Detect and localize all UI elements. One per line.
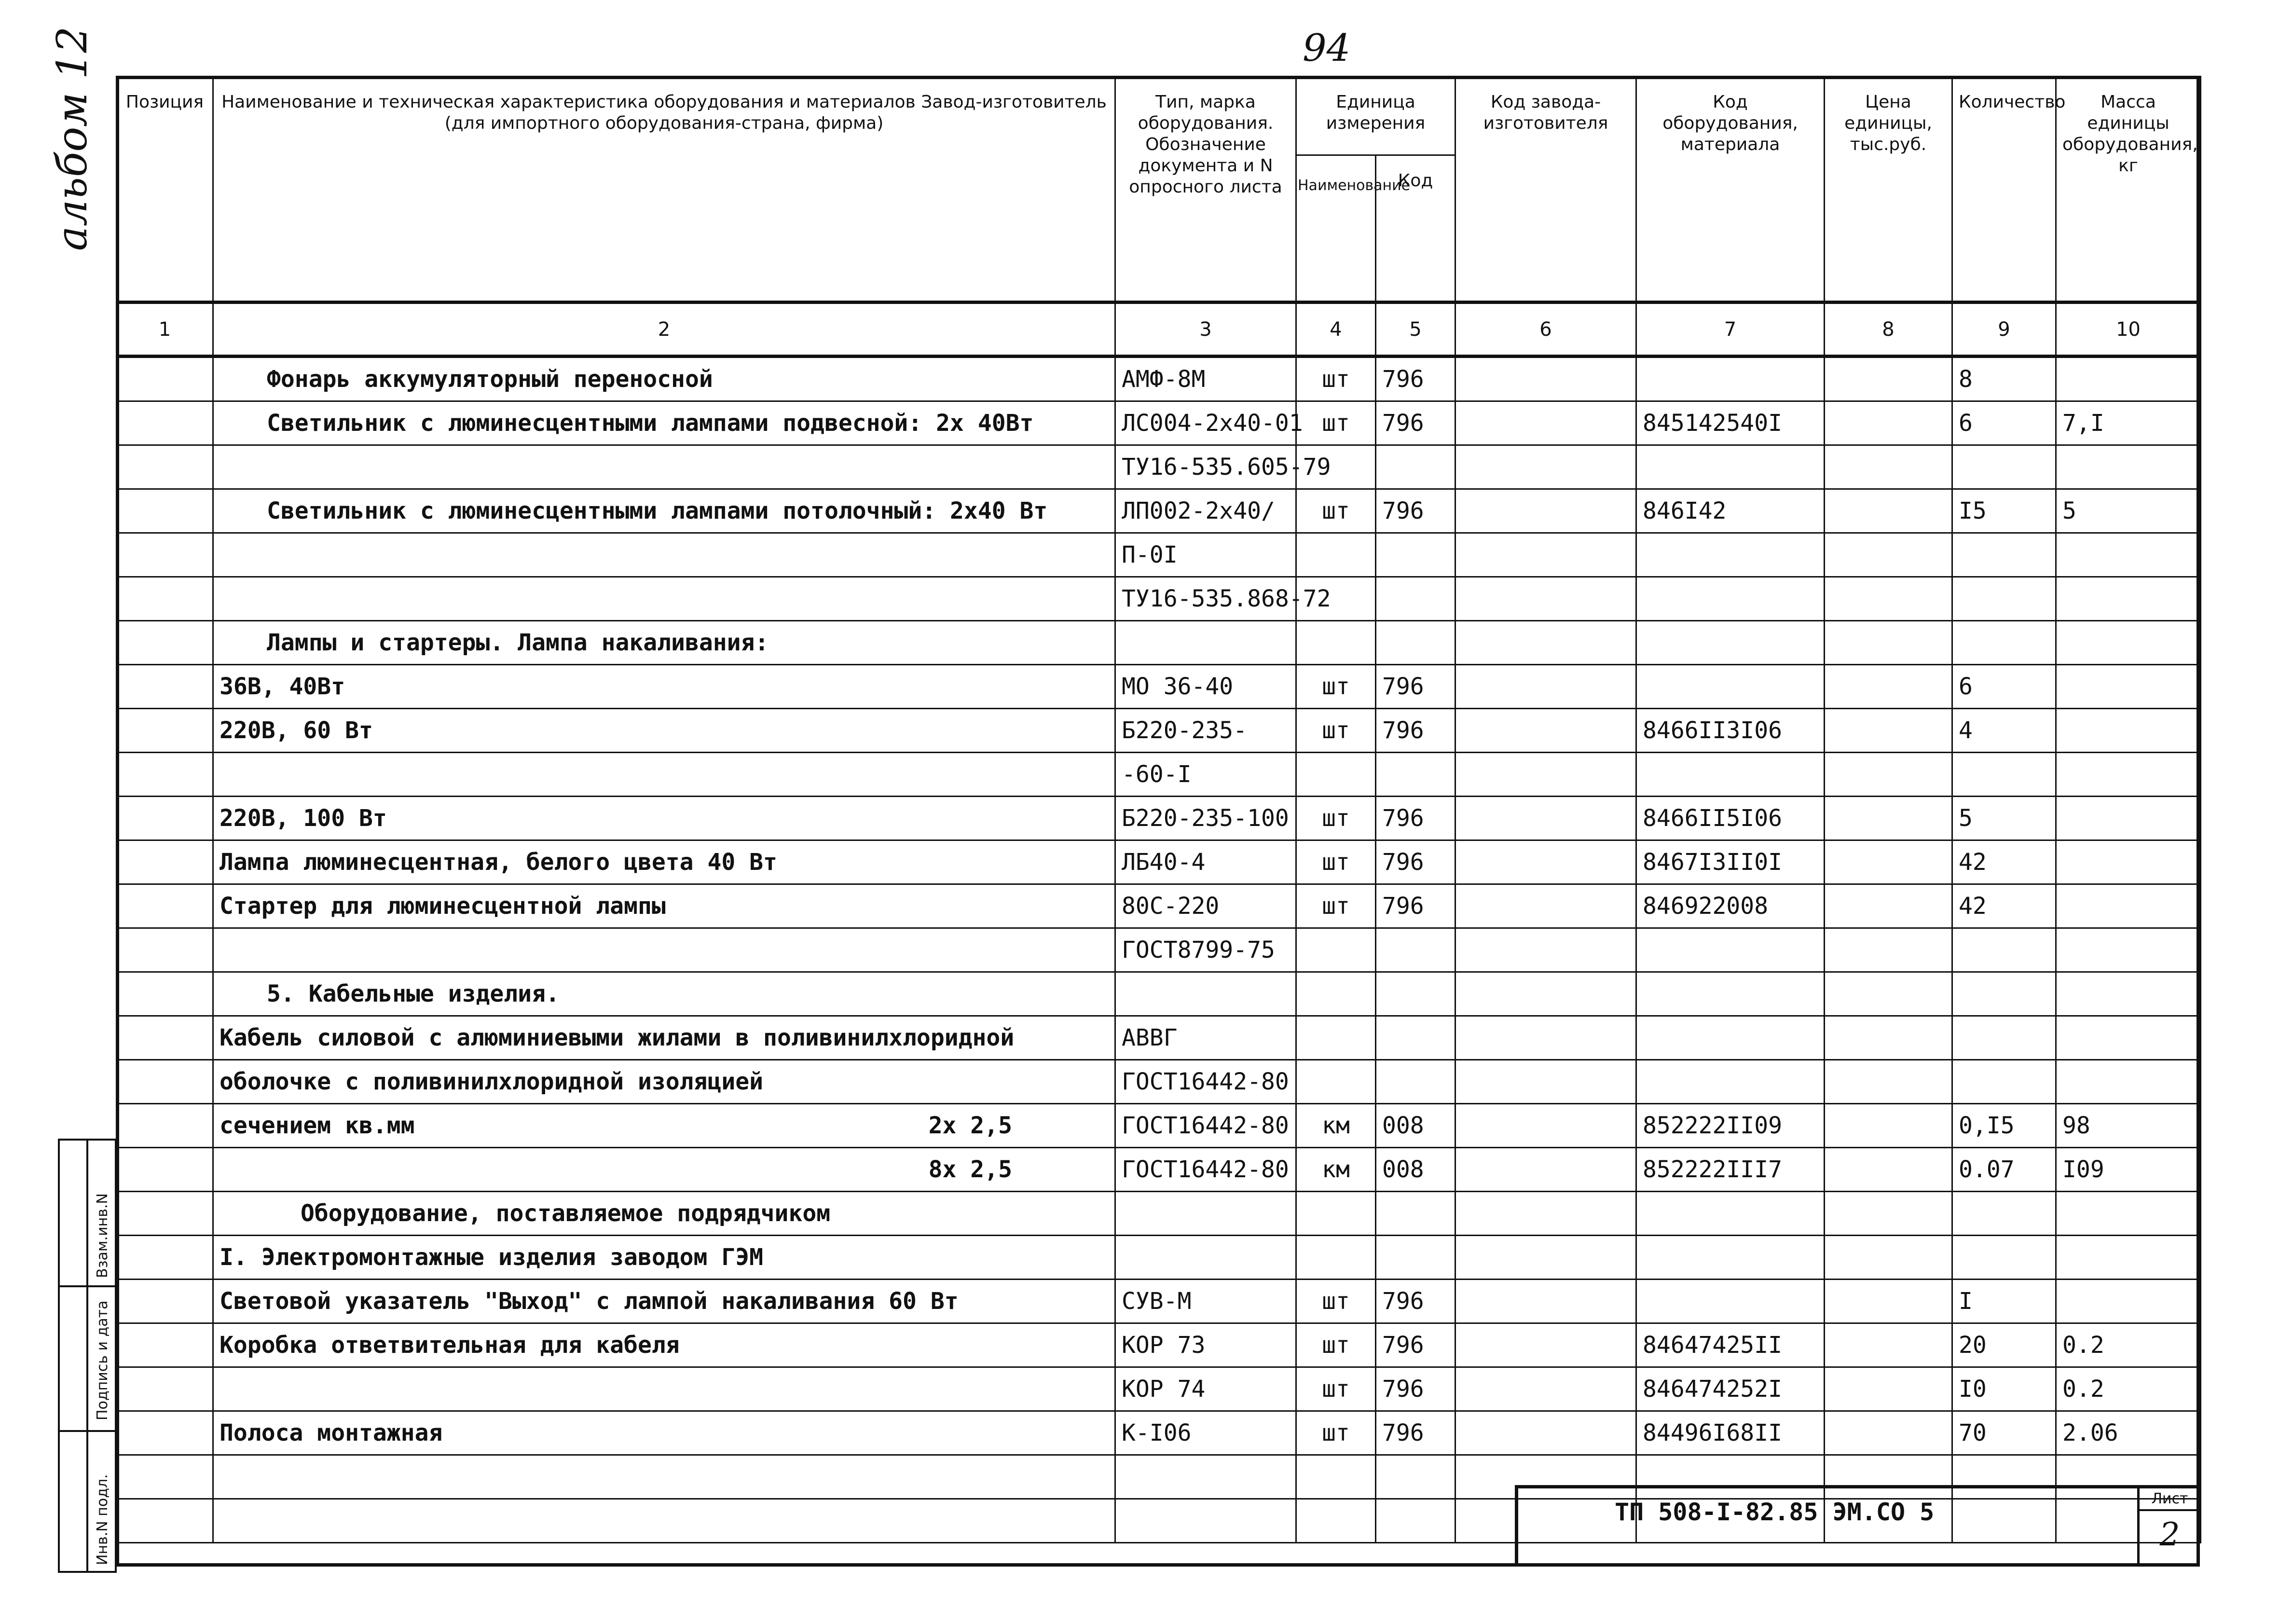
unit-name-cell: шт [1296, 1411, 1376, 1455]
side-stamp-column [60, 1141, 88, 1571]
type-cell: ГОСТ16442-80 [1115, 1148, 1296, 1192]
type-cell: КОР 73 [1115, 1323, 1296, 1367]
header-position: Позиция [117, 77, 213, 303]
qty-cell: I [1952, 1280, 2056, 1323]
header-name: Наименование и техническая характеристика оборудования и материалов Завод-изготовитель (для импортного оборудования-страна, фирма) [213, 77, 1115, 303]
mass-cell: 0.2 [2056, 1367, 2201, 1411]
equip-code-cell: 852222II09 [1636, 1104, 1825, 1148]
type-cell: К-I06 [1115, 1411, 1296, 1455]
side-divider [60, 1430, 86, 1432]
name-cell: 36В, 40Вт [213, 665, 1115, 709]
unit-code-cell: 796 [1376, 489, 1455, 533]
equip-code-cell: 8466II3I06 [1636, 709, 1825, 753]
cross-section-text: 8х 2,5 [928, 1156, 1012, 1183]
unit-code-cell: 008 [1376, 1104, 1455, 1148]
col-number: 5 [1376, 303, 1455, 357]
equip-code-cell: 84496I68II [1636, 1411, 1825, 1455]
type-cell: 80С-220 [1115, 884, 1296, 928]
name-cell: Лампы и стартеры. Лампа накаливания: [213, 621, 1115, 665]
header-price: Цена единицы, тыс.руб. [1825, 77, 1952, 303]
unit-code-cell: 796 [1376, 884, 1455, 928]
unit-code-cell: 796 [1376, 401, 1455, 445]
mass-cell: 98 [2056, 1104, 2201, 1148]
qty-cell: 6 [1952, 401, 2056, 445]
col-number: 7 [1636, 303, 1825, 357]
col-number: 3 [1115, 303, 1296, 357]
qty-cell: 0,I5 [1952, 1104, 2056, 1148]
type-cell: ЛБ40-4 [1115, 840, 1296, 884]
name-cell: I. Электромонтажные изделия заводом ГЭМ [213, 1236, 1115, 1280]
header-type: Тип, марка оборудования. Обозначение документа и N опросного листа [1115, 77, 1296, 303]
name-cell: Светильник с люминесцентными лампами подвесной: 2х 40Вт [213, 401, 1115, 445]
type-cell: П-0I [1115, 533, 1296, 577]
header-unit-name: Наименование [1296, 155, 1376, 303]
unit-code-cell: 008 [1376, 1148, 1455, 1192]
type-cell: Б220-235-100 [1115, 797, 1296, 840]
qty-cell: 20 [1952, 1323, 2056, 1367]
name-cell: Коробка ответвительная для кабеля [213, 1323, 1115, 1367]
qty-cell: 8 [1952, 357, 2056, 401]
cross-section-text: 2х 2,5 [928, 1112, 1012, 1139]
unit-name-cell: шт [1296, 1323, 1376, 1367]
unit-code-cell: 796 [1376, 665, 1455, 709]
name-cell: Оборудование, поставляемое подрядчиком [213, 1192, 1115, 1236]
type-cell: МО 36-40 [1115, 665, 1296, 709]
col-number: 1 [117, 303, 213, 357]
name-cell: Световой указатель "Выход" с лампой накаливания 60 Вт [213, 1280, 1115, 1323]
equip-code-cell: 852222III7 [1636, 1148, 1825, 1192]
qty-cell: I5 [1952, 489, 2056, 533]
unit-name-cell: км [1296, 1104, 1376, 1148]
side-divider [60, 1285, 86, 1287]
side-label-inv: Инв.N подл. [94, 1474, 111, 1565]
unit-name-cell: шт [1296, 840, 1376, 884]
qty-cell: I0 [1952, 1367, 2056, 1411]
side-divider [88, 1430, 115, 1432]
name-cell: оболочке с поливинилхлоридной изоляцией [213, 1060, 1115, 1104]
type-cell: Б220-235- [1115, 709, 1296, 753]
equip-code-cell: 8466II5I06 [1636, 797, 1825, 840]
col-number: 2 [213, 303, 1115, 357]
col-number: 6 [1455, 303, 1636, 357]
header-equip-code: Код оборудования, материала [1636, 77, 1825, 303]
unit-name-cell: шт [1296, 884, 1376, 928]
equip-code-cell: 8467I3II0I [1636, 840, 1825, 884]
unit-code-cell: 796 [1376, 797, 1455, 840]
header-qty: Количество [1952, 77, 2056, 303]
type-cell: АМФ-8М [1115, 357, 1296, 401]
unit-name-cell: шт [1296, 797, 1376, 840]
unit-name-cell: шт [1296, 357, 1376, 401]
type-cell: ТУ16-535.868-72 [1115, 577, 1296, 621]
side-label-replace: Взам.инв.N [94, 1193, 111, 1278]
type-cell: ГОСТ16442-80 [1115, 1060, 1296, 1104]
unit-name-cell: шт [1296, 1367, 1376, 1411]
qty-cell: 0.07 [1952, 1148, 2056, 1192]
side-stamp [58, 1139, 117, 1573]
equip-code-cell: 845142540I [1636, 401, 1825, 445]
name-cell: Полоса монтажная [213, 1411, 1115, 1455]
side-divider [88, 1285, 115, 1287]
unit-code-cell: 796 [1376, 1411, 1455, 1455]
col-number: 4 [1296, 303, 1376, 357]
unit-name-cell: шт [1296, 665, 1376, 709]
name-cell: Стартер для люминесцентной лампы [213, 884, 1115, 928]
header-unit-group: Единица измерения [1296, 77, 1455, 155]
unit-code-cell: 796 [1376, 709, 1455, 753]
qty-cell: 5 [1952, 797, 2056, 840]
qty-cell: 4 [1952, 709, 2056, 753]
sheet-number: 2 [2159, 1516, 2180, 1553]
col-number: 8 [1825, 303, 1952, 357]
col-number: 9 [1952, 303, 2056, 357]
document-code: ТП 508-I-82.85 ЭМ.СО 5 [1615, 1498, 1935, 1526]
type-cell: -60-I [1115, 753, 1296, 797]
type-cell: ГОСТ16442-80 [1115, 1104, 1296, 1148]
unit-name-cell: шт [1296, 1280, 1376, 1323]
equip-code-cell: 846922008 [1636, 884, 1825, 928]
side-label-sign: Подпись и дата [94, 1300, 111, 1420]
type-cell: АВВГ [1115, 1016, 1296, 1060]
sheet-box [2137, 1488, 2200, 1567]
album-label: альбом 12 [48, 26, 96, 251]
type-cell: КОР 74 [1115, 1367, 1296, 1411]
unit-code-cell: 796 [1376, 840, 1455, 884]
name-cell: Лампа люминесцентная, белого цвета 40 Вт [213, 840, 1115, 884]
mass-cell: I09 [2056, 1148, 2201, 1192]
type-cell: ТУ16-535.605-79 [1115, 445, 1296, 489]
qty-cell: 6 [1952, 665, 2056, 709]
col-number: 10 [2056, 303, 2201, 357]
name-cell: Светильник с люминесцентными лампами потолочный: 2х40 Вт [213, 489, 1115, 533]
name-cell: Кабель силовой с алюминиевыми жилами в поливинилхлоридной [213, 1016, 1115, 1060]
equip-code-cell: 846474252I [1636, 1367, 1825, 1411]
mass-cell: 0.2 [2056, 1323, 2201, 1367]
type-cell: ЛП002-2х40/ [1115, 489, 1296, 533]
mass-cell: 5 [2056, 489, 2201, 533]
unit-code-cell: 796 [1376, 1367, 1455, 1411]
page-number: 94 [1303, 27, 1351, 70]
unit-code-cell: 796 [1376, 1323, 1455, 1367]
title-block [1515, 1485, 2200, 1567]
unit-code-cell: 796 [1376, 357, 1455, 401]
header-maker-code: Код завода-изготовителя [1455, 77, 1636, 303]
unit-name-cell: шт [1296, 489, 1376, 533]
equip-code-cell: 846I42 [1636, 489, 1825, 533]
name-cell: Фонарь аккумуляторный переносной [213, 357, 1115, 401]
name-cell: 220В, 60 Вт [213, 709, 1115, 753]
mass-cell: 2.06 [2056, 1411, 2201, 1455]
name-text: сечением кв.мм [220, 1112, 415, 1139]
unit-name-cell: шт [1296, 709, 1376, 753]
page-frame [116, 76, 2200, 1567]
header-unit-code: Код [1376, 155, 1455, 303]
mass-cell: 7,I [2056, 401, 2201, 445]
qty-cell: 42 [1952, 884, 2056, 928]
qty-cell: 42 [1952, 840, 2056, 884]
header-mass: Масса единицы оборудования, кг [2056, 77, 2201, 303]
side-stamp-column [88, 1141, 115, 1571]
unit-code-cell: 796 [1376, 1280, 1455, 1323]
equip-code-cell: 84647425II [1636, 1323, 1825, 1367]
type-cell: СУВ-М [1115, 1280, 1296, 1323]
unit-name-cell: км [1296, 1148, 1376, 1192]
type-cell: ЛС004-2х40-01 [1115, 401, 1296, 445]
name-cell: 220В, 100 Вт [213, 797, 1115, 840]
unit-name-cell: шт [1296, 401, 1376, 445]
name-cell: 5. Кабельные изделия. [213, 972, 1115, 1016]
sheet-label: Лист [2140, 1488, 2200, 1511]
type-cell: ГОСТ8799-75 [1115, 928, 1296, 972]
qty-cell: 70 [1952, 1411, 2056, 1455]
